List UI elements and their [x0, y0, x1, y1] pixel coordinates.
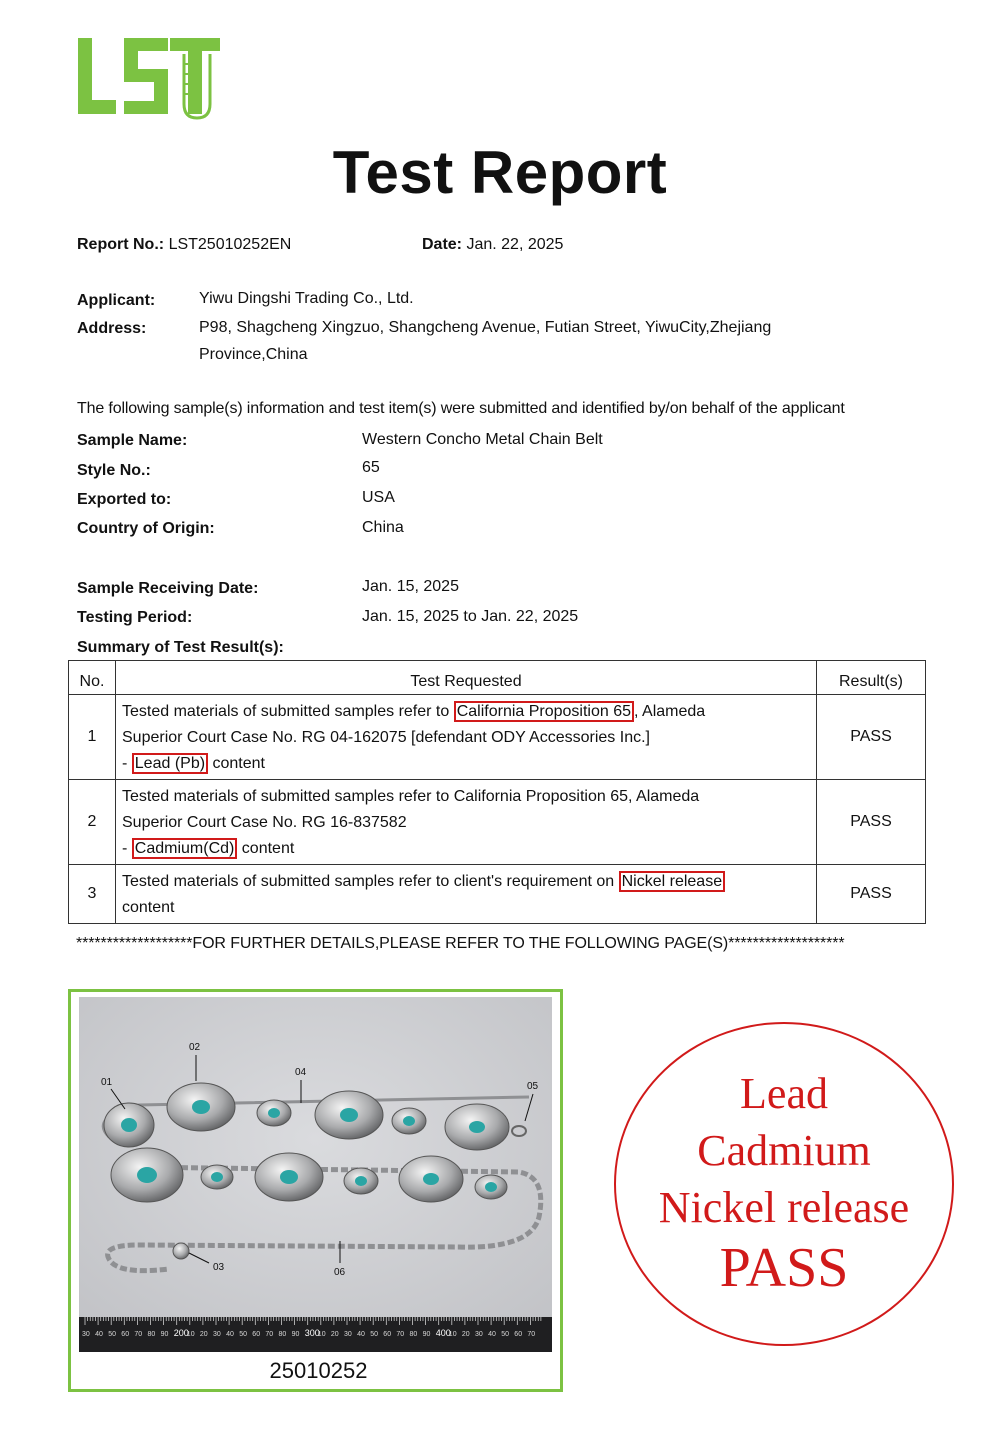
header-results: Result(s): [817, 661, 926, 695]
row-line: [122, 699, 810, 725]
row-text: Tested materials of submitted samples refer to: [122, 703, 454, 720]
testing-period-value: Jan. 15, 2025 to Jan. 22, 2025: [362, 608, 579, 625]
photo-label-05: 05: [527, 1081, 539, 1092]
row-result: PASS: [817, 780, 926, 865]
row-line: content: [122, 899, 175, 916]
lst-logo: [76, 36, 221, 120]
ruler-number: 50: [501, 1331, 509, 1338]
ruler-number: 50: [239, 1331, 247, 1338]
photo-label-03: 03: [213, 1262, 225, 1273]
country-of-origin-value: China: [362, 519, 404, 536]
ruler-number: 10: [448, 1331, 457, 1338]
table-row: [69, 695, 926, 780]
pass-stamp: [614, 1022, 954, 1346]
photo-label-01: 01: [101, 1077, 113, 1088]
summary-heading: Summary of Test Result(s):: [77, 639, 284, 656]
report-number-value: LST25010252EN: [168, 236, 292, 253]
ruler-number: 60: [121, 1331, 130, 1338]
exported-to-label: Exported to:: [77, 491, 172, 508]
row-line: [122, 751, 810, 777]
stamp-line-pass: PASS: [719, 1237, 849, 1299]
report-date-value: Jan. 22, 2025: [466, 236, 564, 253]
ruler-number: 30: [82, 1331, 90, 1338]
row-number: 2: [69, 780, 116, 865]
ruler-number: 200: [173, 1328, 189, 1338]
ruler-number: 80: [147, 1331, 156, 1338]
stamp-line-cadmium: Cadmium: [697, 1126, 871, 1175]
report-number-label: Report No.:: [77, 236, 165, 253]
address-label: Address:: [77, 320, 147, 337]
applicant-label: Applicant:: [77, 292, 156, 309]
row-text: , Alameda: [634, 703, 706, 720]
address-line-2: Province,China: [199, 346, 308, 363]
ruler-number: 300: [304, 1328, 320, 1338]
row-line: [122, 869, 810, 895]
ruler-number: 70: [265, 1331, 274, 1338]
stamp-line-lead: Lead: [740, 1069, 828, 1118]
report-date-line: [422, 235, 563, 255]
ruler-number: 40: [95, 1331, 103, 1338]
ruler-number: 10: [186, 1331, 195, 1338]
report-date-label: Date:: [422, 236, 463, 253]
ruler-number: 30: [213, 1331, 221, 1338]
ruler-number: 60: [252, 1331, 261, 1338]
ruler-number: 10: [317, 1331, 326, 1338]
ruler-number: 50: [370, 1331, 378, 1338]
photo-label-04: 04: [295, 1067, 307, 1078]
row-result: PASS: [817, 865, 926, 924]
style-number-value: 65: [362, 459, 380, 476]
header-test-requested: Test Requested: [116, 661, 817, 695]
row-line: [122, 836, 810, 862]
photo-label-06: 06: [334, 1267, 346, 1278]
ruler-number: 90: [291, 1331, 300, 1338]
table-row: [69, 780, 926, 865]
address-line-1: P98, Shagcheng Xingzuo, Shangcheng Avenue, Futian Street, YiwuCity,Zhejiang: [199, 319, 772, 336]
row-test-requested: [116, 865, 817, 924]
country-of-origin-label: Country of Origin:: [77, 520, 215, 537]
ruler-number: 400: [435, 1328, 451, 1338]
row-text: content: [237, 840, 295, 857]
highlight-box-nickel-release: Nickel release: [619, 871, 725, 892]
report-number-line: [77, 235, 291, 255]
row-result: PASS: [817, 695, 926, 780]
intro-text: The following sample(s) information and test item(s) were submitted and identified by/on behalf of the applicant: [77, 400, 845, 417]
further-details-note: *******************FOR FURTHER DETAILS,PLEASE REFER TO THE FOLLOWING PAGE(S)*******************: [76, 935, 845, 952]
summary-table: [68, 660, 926, 924]
row-text: Tested materials of submitted samples refer to client's requirement on: [122, 873, 619, 890]
row-line: Tested materials of submitted samples refer to California Proposition 65, Alameda: [122, 788, 700, 805]
sample-name-label: Sample Name:: [77, 432, 188, 449]
receiving-date-label: Sample Receiving Date:: [77, 580, 259, 597]
photo-label-02: 02: [189, 1042, 201, 1053]
row-line: Superior Court Case No. RG 16-837582: [122, 814, 407, 831]
row-number: 1: [69, 695, 116, 780]
row-test-requested: [116, 780, 817, 865]
summary-header-row: [69, 661, 926, 695]
ruler-number: 20: [461, 1331, 470, 1338]
table-row: [69, 865, 926, 924]
ruler-number: 40: [357, 1331, 365, 1338]
page-title: Test Report: [332, 139, 668, 206]
row-number: 3: [69, 865, 116, 924]
applicant-value: Yiwu Dingshi Trading Co., Ltd.: [199, 290, 414, 307]
ruler-number: 30: [475, 1331, 483, 1338]
header-no: No.: [69, 661, 116, 695]
sample-code: 25010252: [269, 1358, 368, 1383]
ruler-number: 20: [199, 1331, 208, 1338]
ruler-number: 70: [134, 1331, 143, 1338]
row-text: content: [208, 755, 265, 772]
sample-photo-frame: [68, 989, 563, 1392]
exported-to-value: USA: [362, 489, 395, 506]
ruler-number: 80: [278, 1331, 287, 1338]
ruler-number: 60: [514, 1331, 523, 1338]
ruler-number: 90: [422, 1331, 431, 1338]
row-text: -: [122, 755, 132, 772]
ruler-number: 70: [396, 1331, 405, 1338]
ruler-number: 20: [330, 1331, 339, 1338]
row-line: Superior Court Case No. RG 04-162075 [defendant ODY Accessories Inc.]: [122, 729, 650, 746]
ruler-number: 80: [409, 1331, 418, 1338]
receiving-date-value: Jan. 15, 2025: [362, 578, 459, 595]
row-text: -: [122, 840, 132, 857]
highlight-box-lead: Lead (Pb): [132, 753, 208, 774]
stamp-line-nickel-release: Nickel release: [658, 1183, 910, 1232]
ruler-number: 30: [344, 1331, 352, 1338]
sample-name-value: Western Concho Metal Chain Belt: [362, 431, 603, 448]
ruler-number: 70: [527, 1331, 536, 1338]
ruler-number: 40: [488, 1331, 496, 1338]
style-number-label: Style No.:: [77, 462, 151, 479]
testing-period-label: Testing Period:: [77, 609, 193, 626]
row-test-requested: [116, 695, 817, 780]
ruler-number: 60: [383, 1331, 392, 1338]
sample-photo-belt: [79, 997, 552, 1352]
ruler-number: 90: [160, 1331, 169, 1338]
highlight-box-california-prop-65: California Proposition 65: [454, 701, 634, 722]
ruler-number: 40: [226, 1331, 234, 1338]
highlight-box-cadmium: Cadmium(Cd): [132, 838, 238, 859]
ruler-number: 50: [108, 1331, 116, 1338]
